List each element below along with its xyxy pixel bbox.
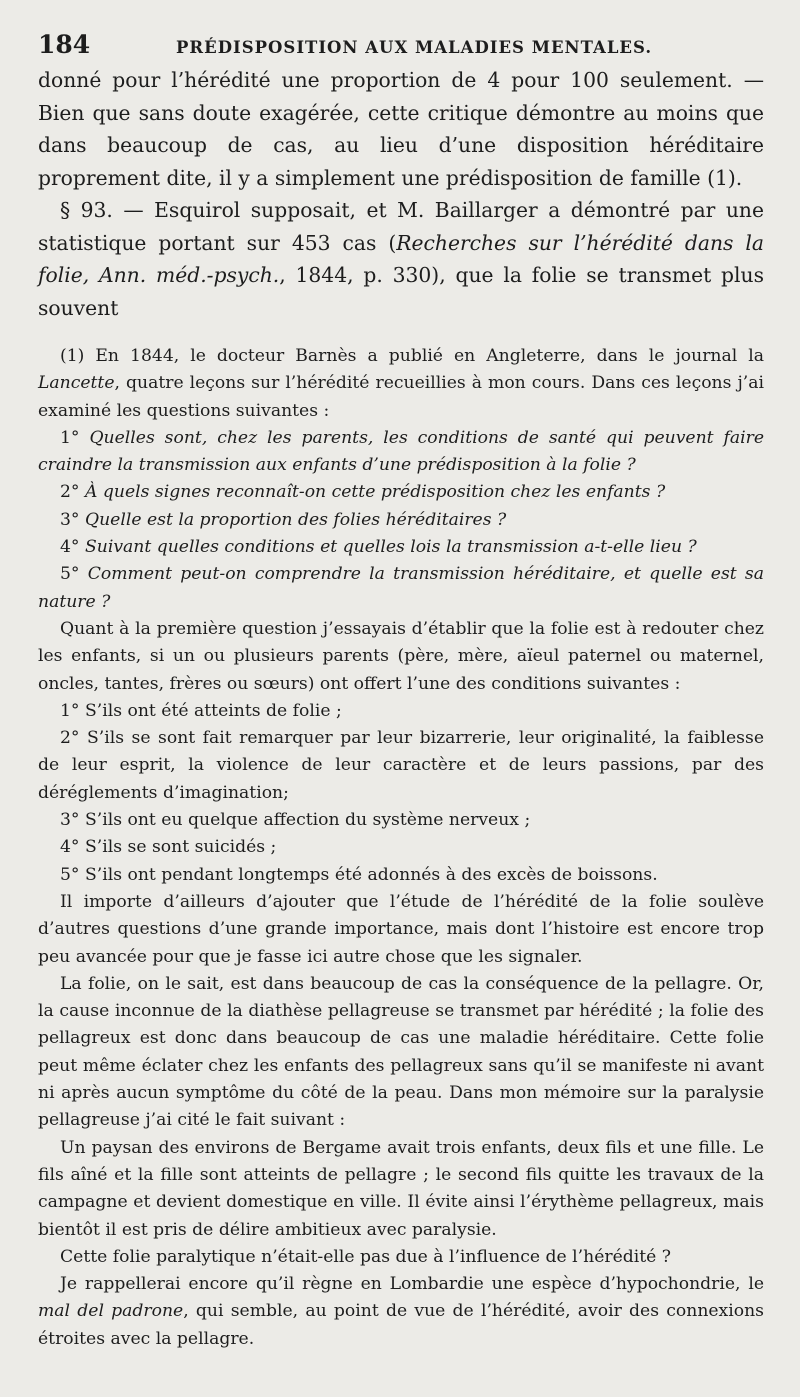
peasant-case-paragraph: Un paysan des environs de Bergame avait trois enfants, deux fils et une fille. Le fils aîné et la fille sont atteints de pellagre ; le second fils quitte les travaux de la campagne et devient domestique en ville. Il évite ainsi l’érythème pellagreux, mais bientôt il est pris de délire ambitieux avec paralysie. bbox=[38, 1137, 764, 1240]
question-item bbox=[38, 534, 764, 561]
importance-paragraph: Il importe d’ailleurs d’ajouter que l’étude de l’hérédité de la folie soulève d’autres questions d’une grande importance, mais dont l’histoire est encore trop peu avancée pour que je fasse ici autre chose que les signaler. bbox=[38, 891, 764, 967]
question-item bbox=[38, 425, 764, 480]
running-title: PRÉDISPOSITION AUX MALADIES MENTALES. bbox=[176, 38, 653, 57]
main-text bbox=[38, 64, 764, 324]
condition-item bbox=[38, 725, 764, 807]
page-header bbox=[38, 30, 764, 64]
question-text: À quels signes reconnaît-on cette prédisposition chez les enfants ? bbox=[85, 482, 666, 503]
question-item bbox=[38, 507, 764, 534]
condition-item bbox=[38, 698, 764, 725]
page-number: 184 bbox=[38, 30, 91, 59]
final-question-paragraph: Cette folie paralytique n’était-elle pas due à l’influence de l’hérédité ? bbox=[60, 1246, 672, 1267]
condition-text: S’ils se sont fait remarquer par leur bizarrerie, leur originalité, la faiblesse de leur esprit, la violence de leur caractère et de leurs passions, par des déréglements d’imagination; bbox=[38, 728, 764, 803]
journal-name: Lancette bbox=[38, 373, 115, 394]
condition-number: 3° bbox=[60, 810, 80, 831]
question-number: 5° bbox=[60, 564, 80, 585]
closing-term: mal del padrone bbox=[38, 1301, 184, 1322]
condition-number: 1° bbox=[60, 700, 80, 721]
question-number: 1° bbox=[60, 427, 80, 448]
condition-text: S’ils se sont suicidés ; bbox=[85, 837, 277, 858]
question-text: Suivant quelles conditions et quelles lois la transmission a-t-elle lieu ? bbox=[85, 537, 697, 558]
question-number: 2° bbox=[60, 482, 80, 503]
footnote-intro-end: , quatre leçons sur l’hérédité recueillies à mon cours. Dans ces leçons j’ai examiné les questions suivantes : bbox=[38, 373, 764, 421]
condition-text: S’ils ont pendant longtemps été adonnés à des excès de boissons. bbox=[85, 864, 658, 885]
footnote-intro bbox=[38, 343, 764, 425]
footnote-intro-start: (1) En 1844, le docteur Barnès a publié en Angleterre, dans le journal la bbox=[60, 346, 764, 366]
closing-text-start: Je rappellerai encore qu’il règne en Lombardie une espèce d’hypochondrie, le bbox=[60, 1274, 764, 1295]
paragraph-section-93 bbox=[38, 194, 764, 324]
book-page bbox=[38, 30, 764, 1353]
question-number: 3° bbox=[60, 509, 80, 530]
closing-paragraph bbox=[38, 1271, 764, 1353]
section-93-text-start: § 93. — Esquirol supposait, et M. Baillarger a démontré par une statistique portant sur 453 cas ( bbox=[38, 198, 764, 255]
footnote bbox=[38, 343, 764, 1353]
pellagra-paragraph: La folie, on le sait, est dans beaucoup de cas la conséquence de la pellagre. Or, la cause inconnue de la diathèse pellagreuse se transmet par hérédité ; la folie des pellagreux est donc dans beaucoup de cas une maladie héréditaire. Cette folie peut même éclater chez les enfants des pellagreux sans qu’il se manifeste ni avant ni après aucun symptôme du côté de la peau. Dans mon mémoire sur la paralysie pellagreuse j’ai cité le fait suivant : bbox=[38, 973, 764, 1131]
condition-item bbox=[38, 834, 764, 861]
question-text: Quelle est la proportion des folies héréditaires ? bbox=[85, 509, 507, 530]
paragraph-heredity-critique: donné pour l’hérédité une proportion de 4 pour 100 seulement. — Bien que sans doute exagérée, cette critique démontre au moins que dans beaucoup de cas, au lieu d’une disposition héréditaire proprement dite, il y a simplement une prédisposition de famille (1). bbox=[38, 68, 764, 190]
condition-text: S’ils ont été atteints de folie ; bbox=[85, 700, 342, 721]
condition-number: 2° bbox=[60, 728, 80, 749]
section-93-text-end: , 1844, p. 330), que la folie se transmet plus souvent bbox=[38, 263, 764, 320]
condition-item bbox=[38, 862, 764, 889]
condition-number: 5° bbox=[60, 864, 80, 885]
first-question-paragraph: Quant à la première question j’essayais d’établir que la folie est à redouter chez les enfants, si un ou plusieurs parents (père, mère, aïeul paternel ou maternel, oncles, tantes, frères ou sœurs) ont offert l’une des conditions suivantes : bbox=[38, 618, 764, 694]
condition-text: S’ils ont eu quelque affection du système nerveux ; bbox=[85, 810, 531, 831]
question-number: 4° bbox=[60, 537, 80, 558]
condition-item bbox=[38, 807, 764, 834]
closing-text-end: , qui semble, au point de vue de l’hérédité, avoir des connexions étroites avec la pellagre. bbox=[38, 1301, 764, 1349]
question-item bbox=[38, 479, 764, 506]
question-item bbox=[38, 561, 764, 616]
condition-number: 4° bbox=[60, 837, 80, 858]
question-text: Comment peut-on comprendre la transmission héréditaire, et quelle est sa nature ? bbox=[38, 564, 764, 612]
cited-work-title: Recherches sur l’hérédité dans la folie, Ann. méd.-psych. bbox=[38, 230, 764, 287]
question-text: Quelles sont, chez les parents, les conditions de santé qui peuvent faire craindre la transmission aux enfants d’une prédisposition à la folie ? bbox=[38, 427, 764, 476]
